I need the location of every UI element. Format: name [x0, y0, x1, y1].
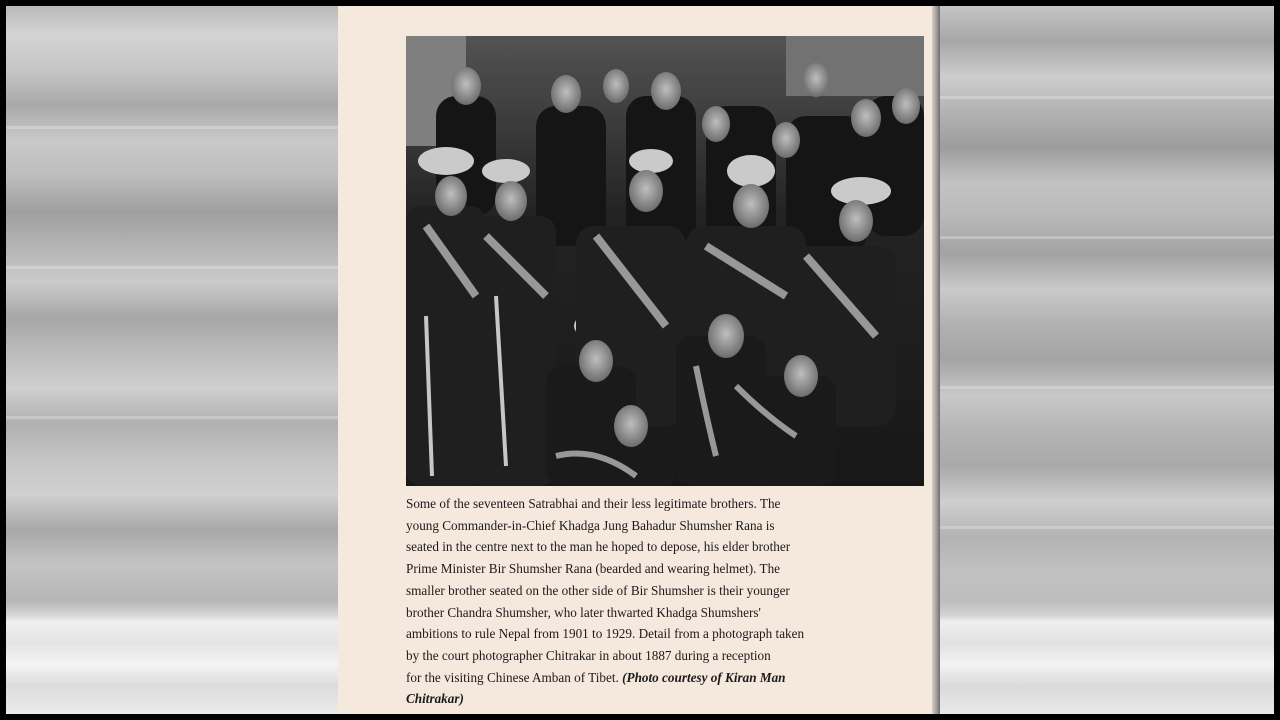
page-binding-edge [932, 6, 940, 714]
caption-line: seated in the centre next to the man he hoped to depose, his elder brother [406, 539, 791, 555]
caption-line-text: for the visiting Chinese Amban of Tibet. [406, 669, 619, 685]
caption-credit-line [406, 688, 928, 710]
caption-line: smaller brother seated on the other side of Bir Shumsher is their younger [406, 582, 790, 598]
caption-line: ambitions to rule Nepal from 1901 to 1929. Detail from a photograph taken [406, 626, 805, 642]
caption-line: by the court photographer Chitrakar in about 1887 during a reception [406, 647, 771, 663]
caption-line-last [406, 667, 928, 689]
historical-group-photograph [406, 36, 924, 486]
caption-line: Some of the seventeen Satrabhai and their less legitimate brothers. The [406, 496, 781, 511]
caption-line: Prime Minister Bir Shumsher Rana (bearded and wearing helmet). The [406, 561, 781, 577]
blurred-background-left [6, 6, 338, 714]
photo-credit-continued: Chitrakar) [406, 691, 464, 707]
photo-caption [406, 493, 928, 710]
photo-credit: (Photo courtesy of Kiran Man [622, 669, 786, 685]
blurred-background-right [940, 6, 1274, 714]
book-page [338, 6, 940, 714]
caption-line: young Commander-in-Chief Khadga Jung Bahadur Shumsher Rana is [406, 517, 775, 533]
caption-line: brother Chandra Shumsher, who later thwarted Khadga Shumshers' [406, 604, 761, 620]
